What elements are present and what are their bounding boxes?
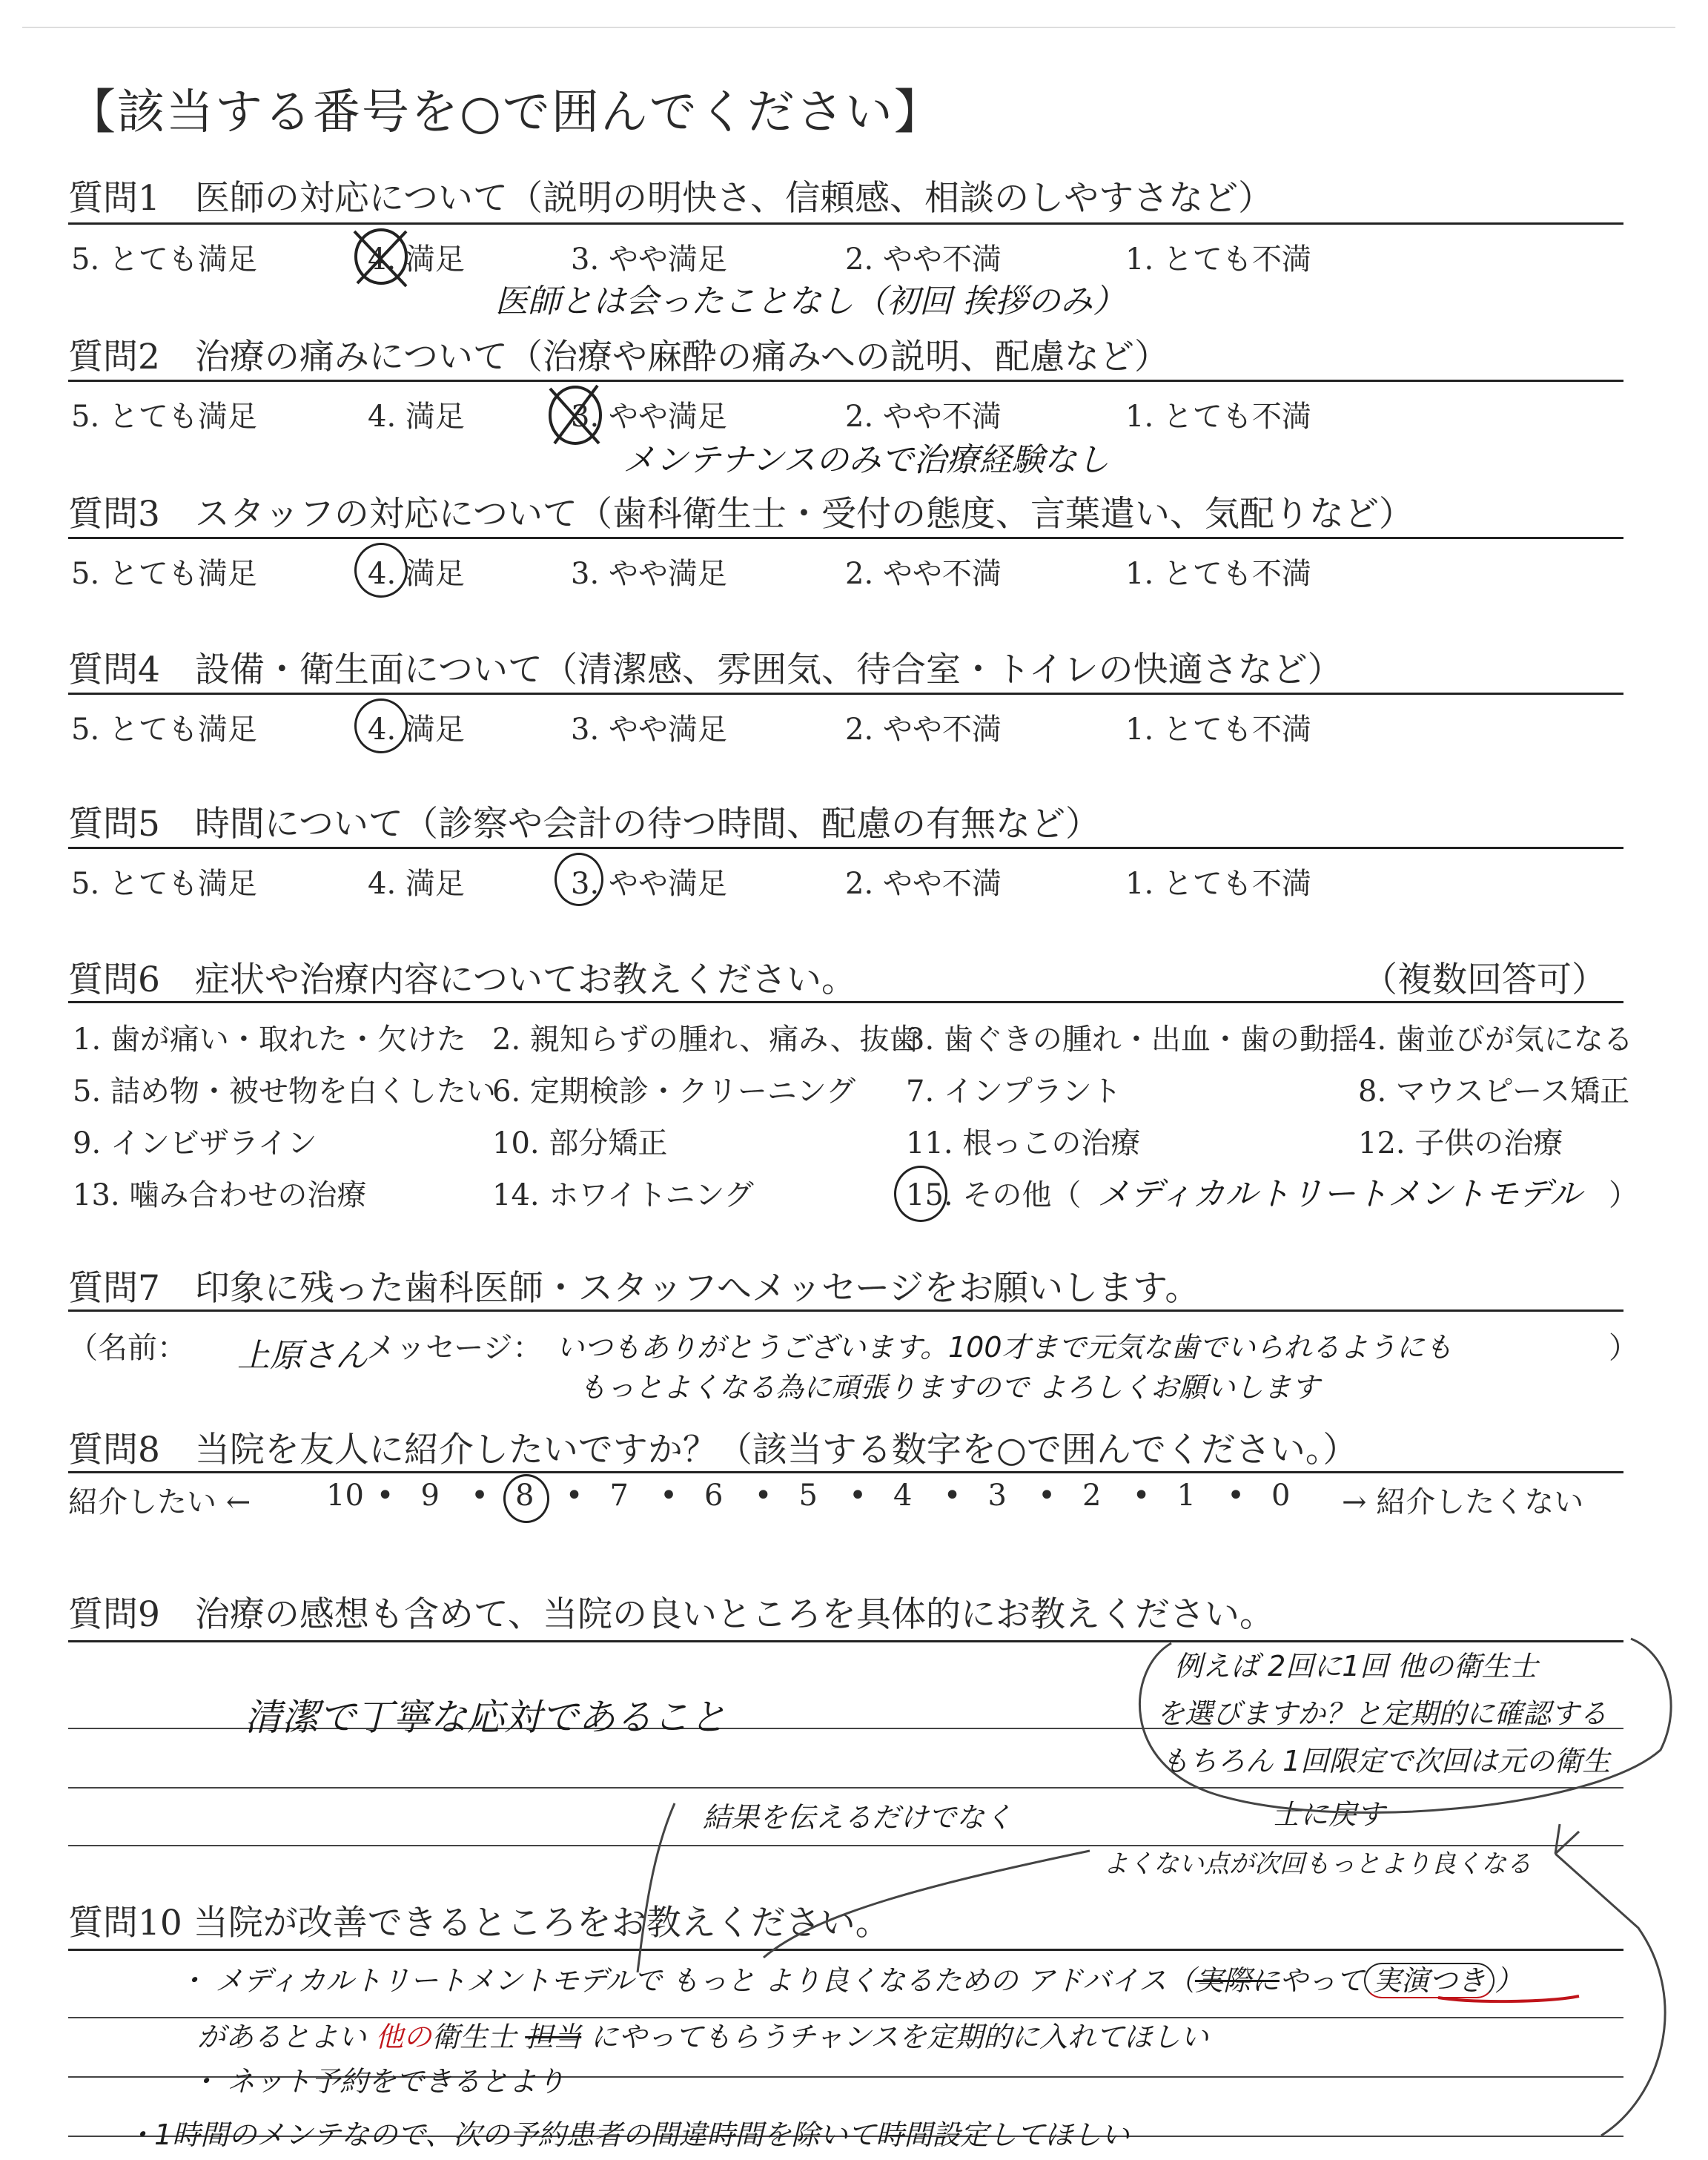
q6-other-handwritten: メディカルトリートメントモデル xyxy=(1097,1175,1582,1213)
q6-option[interactable]: 11. 根っこの治療 xyxy=(906,1126,1141,1160)
q3-title: 質問3 スタッフの対応について（歯科衛生士・受付の態度、言葉遣い、気配りなど） xyxy=(68,494,1414,535)
q8-number-4[interactable]: 4 xyxy=(893,1479,913,1513)
q8-separator-dot: • xyxy=(1227,1479,1245,1513)
q6-option[interactable]: 7. インプラント xyxy=(906,1074,1122,1109)
q4-title: 質問4 設備・衛生面について（清潔感、雰囲気、待合室・トイレの快適さなど） xyxy=(68,650,1343,690)
q6-option[interactable]: 10. 部分矯正 xyxy=(492,1126,668,1160)
q9-bubble-line4: 士に戻す xyxy=(1272,1798,1386,1831)
q1-opt1[interactable]: 1. とても不満 xyxy=(1125,242,1311,277)
q2-opt4[interactable]: 4. 満足 xyxy=(368,400,465,434)
q10-boxed-text: 実演つき xyxy=(1364,1963,1494,1998)
q8-number-6[interactable]: 6 xyxy=(704,1479,724,1513)
q8-separator-dot: • xyxy=(376,1479,394,1513)
q10-red-underline xyxy=(1438,1996,1579,2001)
q2-opt3[interactable]: 3. やや満足 xyxy=(571,400,727,434)
q8-separator-dot: • xyxy=(754,1479,772,1513)
q8-separator-dot: • xyxy=(1038,1479,1056,1513)
q7-name-value[interactable]: 上原さん xyxy=(237,1337,368,1375)
q6-option-other[interactable]: 15. その他（ xyxy=(906,1178,1082,1212)
q8-number-2[interactable]: 2 xyxy=(1082,1479,1102,1513)
q10-red-text: 他の xyxy=(375,2021,432,2053)
q1-opt3[interactable]: 3. やや満足 xyxy=(571,242,727,277)
q6-option[interactable]: 13. 噛み合わせの治療 xyxy=(73,1178,367,1212)
q5-opt3[interactable]: 3. やや満足 xyxy=(571,867,727,901)
q1-opt2[interactable]: 2. やや不満 xyxy=(845,242,1002,277)
q6-option[interactable]: 8. マウスピース矯正 xyxy=(1358,1074,1630,1109)
q6-option[interactable]: 5. 詰め物・被せ物を白くしたい xyxy=(73,1074,496,1109)
q7-close: ） xyxy=(1609,1331,1638,1365)
q8-number-8[interactable]: 8 xyxy=(515,1479,534,1513)
q10-line1[interactable]: ・ メディカルトリートメントモデルで もっと より良くなるための アドバイス（実際にやって 実演つき ） xyxy=(178,1964,1523,1997)
q8-left-label: 紹介したい ← xyxy=(68,1485,251,1519)
q7-name-label: （名前： xyxy=(68,1331,187,1365)
q8-number-1[interactable]: 1 xyxy=(1176,1479,1196,1513)
q9-answer[interactable]: 清潔で丁寧な応対であること xyxy=(245,1696,726,1739)
q8-separator-dot: • xyxy=(849,1479,867,1513)
q8-number-7[interactable]: 7 xyxy=(609,1479,629,1513)
q4-opt1[interactable]: 1. とても不満 xyxy=(1125,713,1311,747)
q3-opt2[interactable]: 2. やや不満 xyxy=(845,557,1002,591)
q10-bullet: ・ xyxy=(178,1964,207,1997)
q6-option[interactable]: 12. 子供の治療 xyxy=(1358,1126,1563,1160)
q2-opt5[interactable]: 5. とても満足 xyxy=(71,400,257,434)
q6-option[interactable]: 2. 親知らずの腫れ、痛み、抜歯 xyxy=(492,1023,919,1057)
q8-right-label: → 紹介したくない xyxy=(1342,1485,1584,1519)
q6-title: 質問6 症状や治療内容についてお教えください。 xyxy=(68,960,856,1000)
q6-option[interactable]: 4. 歯並びが気になる xyxy=(1358,1023,1633,1057)
q7-title: 質問7 印象に残った歯科医師・スタッフへメッセージをお願いします。 xyxy=(68,1268,1200,1309)
q2-opt2[interactable]: 2. やや不満 xyxy=(845,400,1002,434)
q8-separator-dot: • xyxy=(1132,1479,1151,1513)
q6-option[interactable]: 14. ホワイトニング xyxy=(492,1178,754,1212)
q10-strikethrough: 実際に xyxy=(1194,1964,1280,1997)
q10-bullet: ・ xyxy=(190,2065,219,2098)
q5-opt5[interactable]: 5. とても満足 xyxy=(71,867,257,901)
q1-x-mark xyxy=(354,230,406,286)
q10-pointer xyxy=(638,1803,675,1972)
q8-number-9[interactable]: 9 xyxy=(420,1479,440,1513)
q9-note-better: よくない点が次回もっとより良くなる xyxy=(1103,1849,1532,1879)
q4-opt5[interactable]: 5. とても満足 xyxy=(71,713,257,747)
q3-opt1[interactable]: 1. とても不満 xyxy=(1125,557,1311,591)
q3-opt5[interactable]: 5. とても満足 xyxy=(71,557,257,591)
q8-separator-dot: • xyxy=(471,1479,489,1513)
q7-message-label: メッセージ： xyxy=(366,1331,543,1365)
q1-opt4[interactable]: 4. 満足 xyxy=(368,242,465,277)
q6-option[interactable]: 1. 歯が痛い・取れた・欠けた xyxy=(73,1023,466,1057)
q8-separator-dot: • xyxy=(565,1479,583,1513)
q2-opt1[interactable]: 1. とても不満 xyxy=(1125,400,1311,434)
q8-separator-dot: • xyxy=(660,1479,678,1513)
q6-option[interactable]: 3. 歯ぐきの腫れ・出血・歯の動揺 xyxy=(906,1023,1359,1057)
q10-pointer xyxy=(764,1851,1090,1958)
q5-opt4[interactable]: 4. 満足 xyxy=(368,867,465,901)
q6-multi-note: （複数回答可） xyxy=(1363,960,1606,1000)
q8-title: 質問8 当院を友人に紹介したいですか？（該当する数字を○で囲んでください。） xyxy=(68,1430,1358,1470)
q9-bubble-line1: 例えば 2回に1回 他の衛生士 xyxy=(1174,1650,1538,1682)
q9-arrow xyxy=(1555,1824,1665,2136)
q2-title: 質問2 治療の痛みについて（治療や麻酔の痛みへの説明、配慮など） xyxy=(68,337,1170,377)
page-title: 【該当する番号を○で囲んでください】 xyxy=(68,85,943,140)
q4-opt2[interactable]: 2. やや不満 xyxy=(845,713,1002,747)
q8-number-0[interactable]: 0 xyxy=(1271,1479,1291,1513)
q9-bubble-line2: を選びますか？と定期的に確認する xyxy=(1156,1697,1608,1730)
q6-option[interactable]: 6. 定期検診・クリーニング xyxy=(492,1074,856,1109)
q10-line3[interactable]: ・ ネット予約をできるとより xyxy=(190,2065,566,2098)
q1-title: 質問1 医師の対応について（説明の明快さ、信頼感、相談のしやすさなど） xyxy=(68,178,1274,219)
q7-message-line2[interactable]: もっとよくなる為に頑張りますので よろしくお願いします xyxy=(578,1371,1320,1404)
q2-x-mark xyxy=(550,386,600,443)
q6-other-close: ） xyxy=(1609,1178,1638,1212)
q9-bubble-line3: もちろん 1回限定で次回は元の衛生 xyxy=(1161,1745,1611,1777)
q8-number-3[interactable]: 3 xyxy=(987,1479,1007,1513)
q2-handwritten-note: メンテナンスのみで治療経験なし xyxy=(623,441,1110,479)
q3-opt4[interactable]: 4. 満足 xyxy=(368,557,465,591)
q10-strikethrough: 担当 xyxy=(525,2021,582,2053)
q4-opt4[interactable]: 4. 満足 xyxy=(368,713,465,747)
q9-title: 質問9 治療の感想も含めて、当院の良いところを具体的にお教えください。 xyxy=(68,1594,1274,1635)
q6-option[interactable]: 9. インビザライン xyxy=(73,1126,317,1160)
q5-opt1[interactable]: 1. とても不満 xyxy=(1125,867,1311,901)
q4-opt3[interactable]: 3. やや満足 xyxy=(571,713,727,747)
q1-handwritten-note: 医師とは会ったことなし（初回 挨拶のみ） xyxy=(495,283,1125,320)
q3-opt3[interactable]: 3. やや満足 xyxy=(571,557,727,591)
q5-title: 質問5 時間について（診察や会計の待つ時間、配慮の有無など） xyxy=(68,804,1100,845)
q7-message-line1[interactable]: いつもありがとうございます。100才まで元気な歯でいられるようにも xyxy=(556,1331,1453,1364)
q10-line2[interactable]: があるとよい 他の衛生士 担当 にやってもらうチャンスを定期的に入れてほしい xyxy=(197,2021,1209,2053)
q8-number-5[interactable]: 5 xyxy=(798,1479,818,1513)
q9-note-results: 結果を伝えるだけでなく xyxy=(703,1801,1013,1834)
q5-opt2[interactable]: 2. やや不満 xyxy=(845,867,1002,901)
q8-number-10[interactable]: 10 xyxy=(326,1479,364,1513)
q10-line4[interactable]: ・1時間のメンテなので、次の予約患者の間違時間を除いて時間設定してほしい xyxy=(126,2118,1130,2151)
q1-opt5[interactable]: 5. とても満足 xyxy=(71,242,257,277)
q10-title: 質問10 当院が改善できるところをお教えください。 xyxy=(68,1903,890,1943)
q8-separator-dot: • xyxy=(943,1479,961,1513)
q9-bubble-outline xyxy=(1139,1639,1671,1812)
